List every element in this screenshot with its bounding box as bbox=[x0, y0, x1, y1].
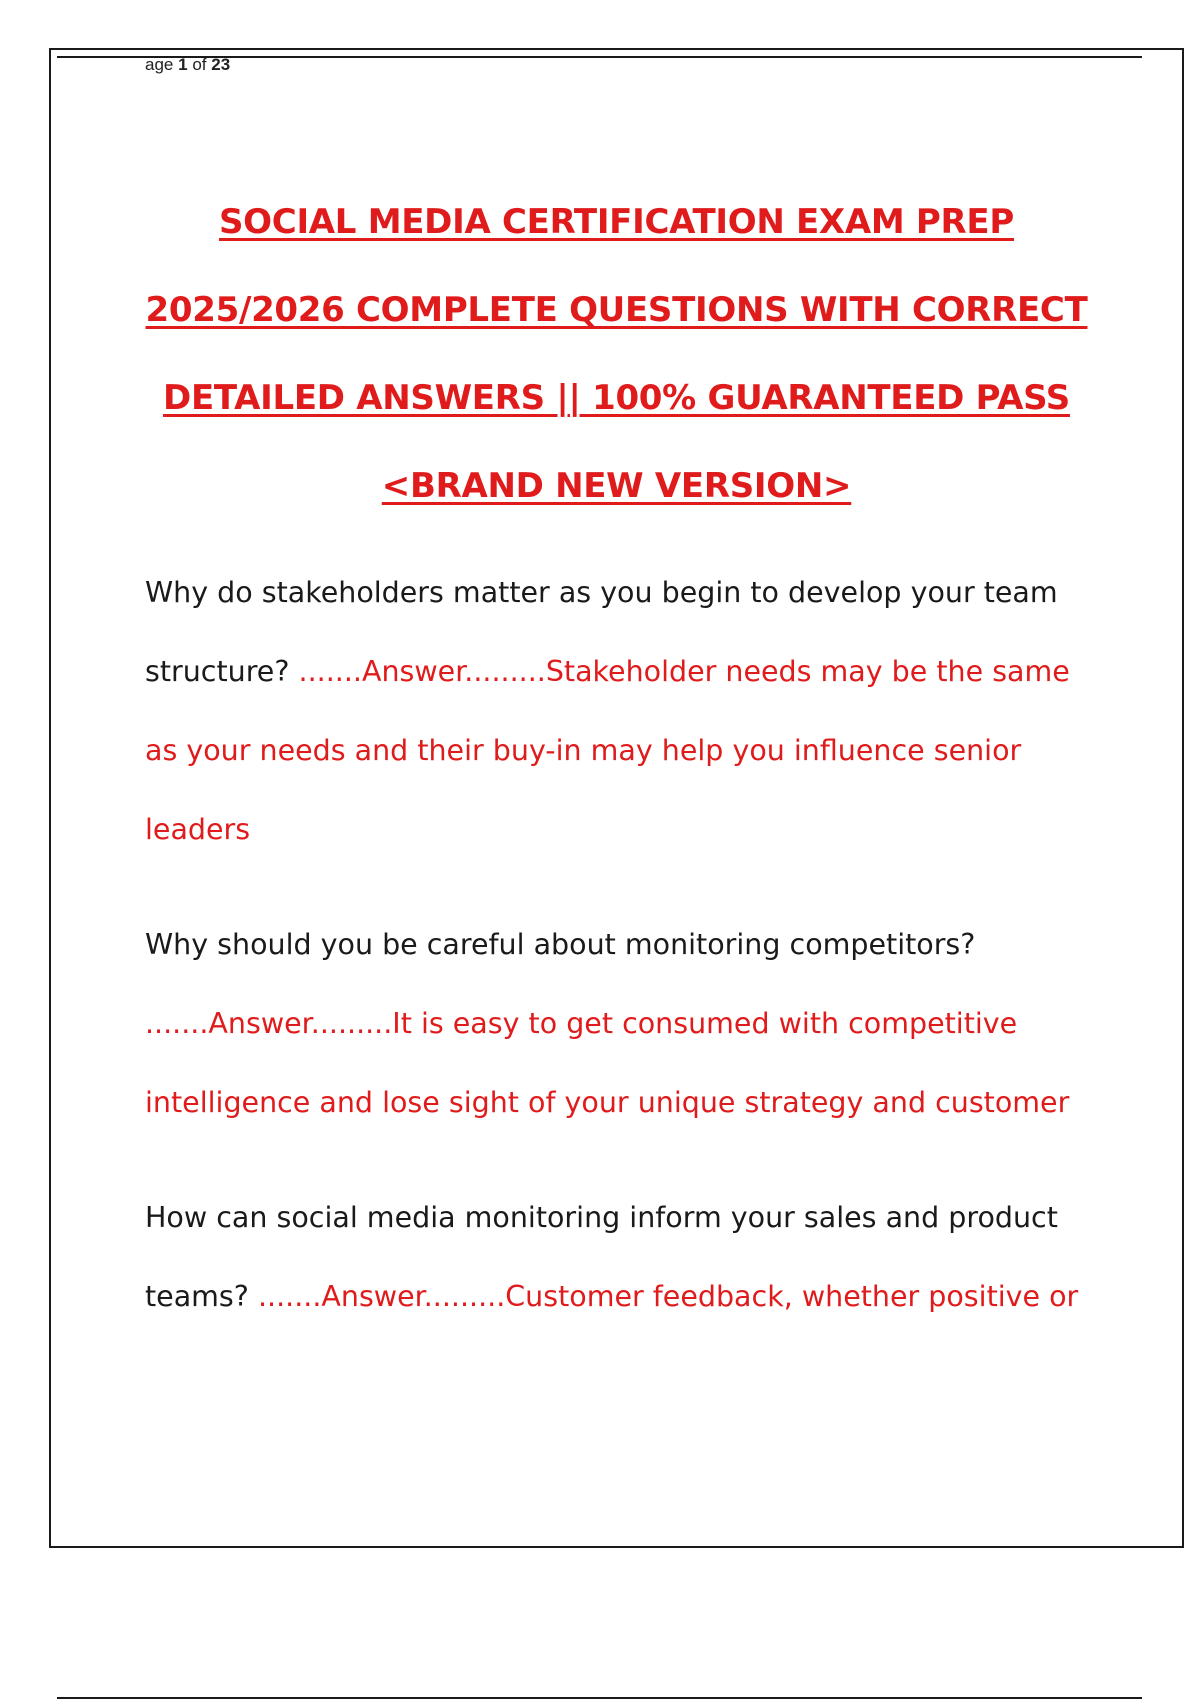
qa-item-stakeholders bbox=[145, 553, 1105, 869]
qa-item-competitors bbox=[145, 905, 1105, 1142]
question-line: Why should you be careful about monitoring competitors? bbox=[145, 928, 976, 961]
answer-text: .......Answer.........Stakeholder needs may be the same bbox=[289, 655, 1070, 688]
question-line: Why do stakeholders matter as you begin to develop your team bbox=[145, 576, 1058, 609]
qa-item-monitoring bbox=[145, 1178, 1105, 1336]
document-title bbox=[49, 178, 1184, 530]
title-line-3: DETAILED ANSWERS || 100% GUARANTEED PASS bbox=[163, 378, 1070, 418]
question-answer-line bbox=[145, 1257, 1105, 1336]
answer-line: .......Answer.........It is easy to get consumed with competitive bbox=[145, 1007, 1018, 1040]
page-prefix: age bbox=[145, 55, 174, 74]
page-indicator bbox=[145, 55, 230, 75]
title-line-2: 2025/2026 COMPLETE QUESTIONS WITH CORRECT bbox=[145, 290, 1088, 330]
page-number: 1 bbox=[178, 55, 188, 74]
question-line: How can social media monitoring inform your sales and product bbox=[145, 1201, 1058, 1234]
title-line-1: SOCIAL MEDIA CERTIFICATION EXAM PREP bbox=[219, 202, 1014, 242]
question-text: structure? bbox=[145, 655, 290, 688]
title-line-4: <BRAND NEW VERSION> bbox=[381, 466, 852, 506]
question-text: teams? bbox=[145, 1280, 249, 1313]
answer-text: .......Answer.........Customer feedback, whether positive or bbox=[248, 1280, 1079, 1313]
footer-rule bbox=[57, 1697, 1142, 1699]
question-answer-line bbox=[145, 632, 1105, 711]
page-of: of bbox=[192, 55, 207, 74]
answer-line: leaders bbox=[145, 813, 251, 846]
answer-line: as your needs and their buy-in may help you influence senior bbox=[145, 734, 1022, 767]
page-total: 23 bbox=[211, 55, 231, 74]
answer-line: intelligence and lose sight of your unique strategy and customer bbox=[145, 1086, 1070, 1119]
